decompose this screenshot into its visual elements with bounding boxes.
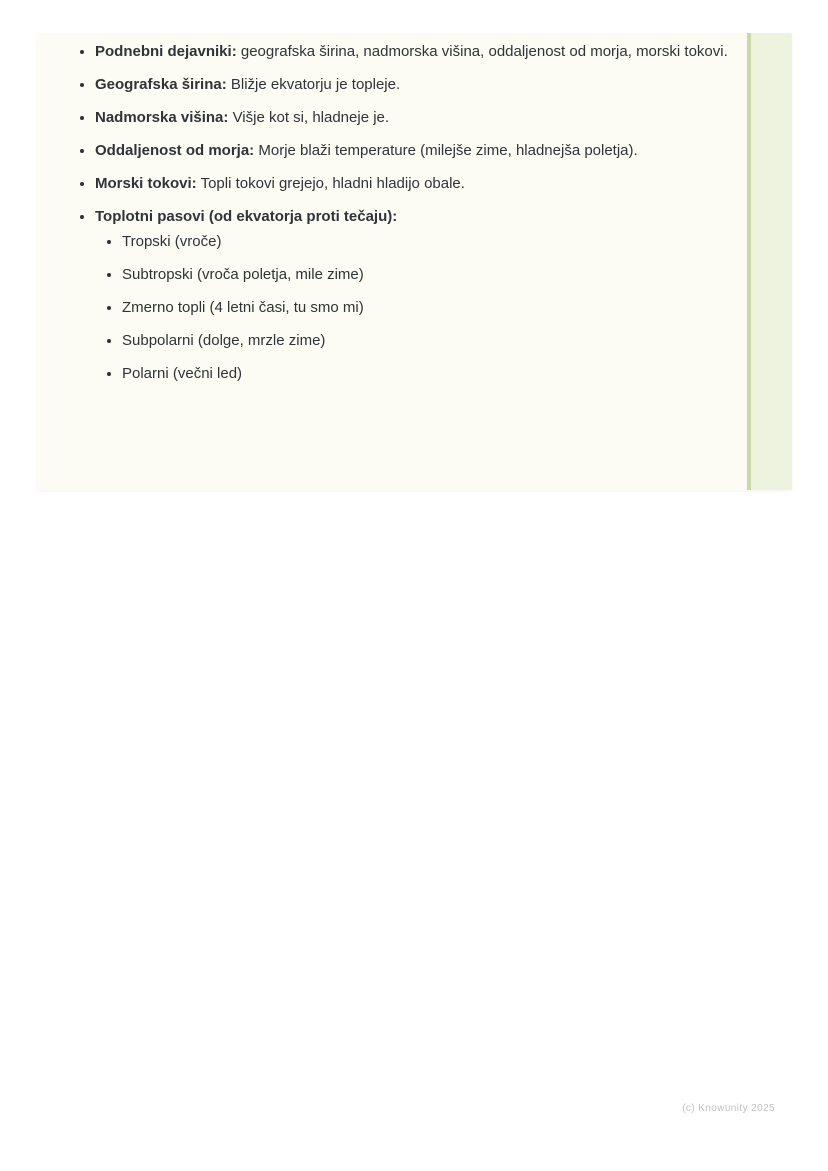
note-card (37, 33, 792, 490)
sub-list-item: • Zmerno topli (4 letni časi, tu smo mi) (122, 294, 732, 322)
sub-bullet-list (95, 228, 732, 388)
item-text: Morje blaži temperature (milejše zime, hladnejša poletja). (258, 142, 638, 159)
item-label: Toplotni pasovi (od ekvatorja proti tečaju): (95, 208, 398, 225)
list-item (95, 170, 732, 198)
sub-list-item: • Subtropski (vroča poletja, mile zime) (122, 261, 732, 289)
item-label: Geografska širina: (95, 76, 227, 93)
item-label: Podnebni dejavniki: (95, 43, 237, 60)
list-item (95, 38, 732, 66)
item-label: Morski tokovi: (95, 175, 197, 192)
bullet-list (37, 33, 742, 388)
highlight-stripe (747, 33, 792, 490)
list-item (95, 104, 732, 132)
list-item (95, 203, 732, 388)
sub-list-item: • Tropski (vroče) (122, 228, 732, 256)
copyright-footer: (c) Knowunity 2025 (682, 1103, 775, 1114)
sub-list-item: • Polarni (večni led) (122, 360, 732, 388)
item-label: Nadmorska višina: (95, 109, 229, 126)
sub-list-item: • Subpolarni (dolge, mrzle zime) (122, 327, 732, 355)
item-label: Oddaljenost od morja: (95, 142, 255, 159)
item-text: geografska širina, nadmorska višina, oddaljenost od morja, morski tokovi. (240, 43, 728, 60)
item-text: Bližje ekvatorju je topleje. (230, 76, 401, 93)
item-text: Topli tokovi grejejo, hladni hladijo obale. (200, 175, 465, 192)
list-item (95, 137, 732, 165)
item-text: Višje kot si, hladneje je. (232, 109, 390, 126)
list-item (95, 71, 732, 99)
note-content (37, 33, 742, 393)
